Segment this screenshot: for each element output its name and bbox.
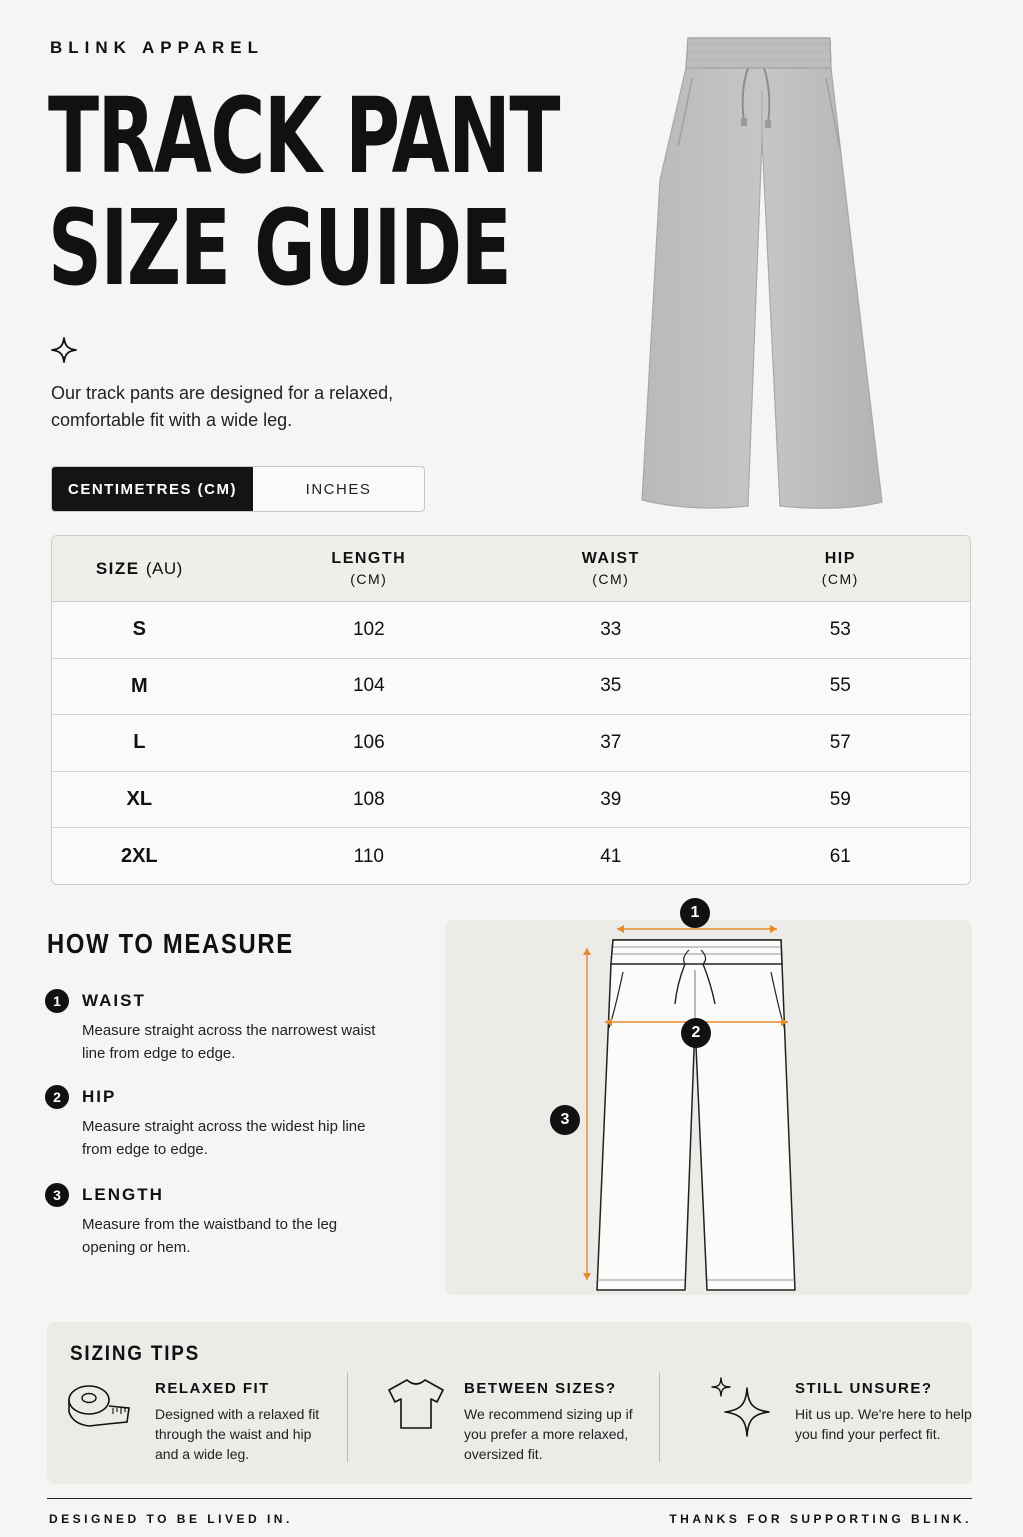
unit-option-cm[interactable]: CENTIMETRES (CM) — [52, 467, 253, 511]
tape-measure-icon — [67, 1378, 133, 1430]
step-description: Measure straight across the narrowest waist line from edge to edge. — [82, 1022, 376, 1062]
step-description: Measure from the waistband to the leg opening or hem. — [82, 1216, 338, 1256]
size-cell: XL — [126, 788, 153, 811]
step-number: 3 — [45, 1183, 69, 1207]
table-row — [52, 715, 970, 772]
table-row — [52, 602, 970, 659]
sizing-tips-panel: SIZING TIPS RELAXED FIT Designed with a relaxed fit through the waist and hip and a wide leg. BETWEEN SIZES? We recommend sizing up if you prefer a more relaxed, oversized fit. STILL UNSURE? Hit us up. We're here to help you find your perfect fit. — [47, 1322, 972, 1484]
tshirt-icon — [385, 1376, 447, 1432]
waist-cell: 33 — [600, 618, 622, 640]
size-cell: L — [133, 731, 146, 754]
waist-cell: 41 — [600, 845, 622, 867]
marker-length: 3 — [550, 1105, 580, 1135]
title-line-2: SIZE GUIDE — [48, 187, 511, 309]
size-cell: S — [132, 618, 146, 641]
hip-cell: 55 — [829, 675, 851, 697]
measurement-diagram — [445, 904, 972, 1295]
table-row — [52, 828, 970, 885]
hip-cell: 59 — [829, 788, 851, 810]
length-cell: 104 — [352, 675, 385, 697]
track-pant-photo — [630, 30, 892, 514]
waist-cell: 39 — [600, 788, 622, 810]
pant-line-drawing — [445, 920, 972, 1295]
footer-tagline: DESIGNED TO BE LIVED IN. — [49, 1512, 293, 1526]
length-cell: 108 — [352, 788, 385, 810]
step-number: 2 — [45, 1085, 69, 1109]
page-title — [48, 75, 560, 309]
step-name: WAIST — [82, 991, 146, 1010]
intro-text: Our track pants are designed for a relaxed, comfortable fit with a wide leg. — [51, 383, 394, 430]
length-cell: 110 — [353, 845, 384, 867]
step-name: LENGTH — [82, 1185, 164, 1204]
footer-thanks: THANKS FOR SUPPORTING BLINK. — [669, 1512, 972, 1526]
sizing-tips-title: SIZING TIPS — [70, 1342, 201, 1365]
hip-cell: 53 — [829, 618, 851, 640]
waist-cell: 35 — [600, 675, 622, 697]
marker-waist: 1 — [680, 898, 710, 928]
marker-hip: 2 — [681, 1018, 711, 1048]
size-table-header — [52, 536, 970, 602]
header-length: LENGTH (CM) — [331, 550, 407, 587]
how-to-measure-title: HOW TO MEASURE — [47, 928, 294, 959]
waist-cell: 37 — [600, 731, 622, 753]
brand-name: BLINK APPAREL — [50, 38, 264, 57]
table-row — [52, 772, 970, 829]
step-number: 1 — [45, 989, 69, 1013]
title-line-1: TRACK PANT — [48, 75, 560, 197]
divider — [659, 1372, 660, 1462]
hip-cell: 57 — [829, 731, 851, 753]
unit-option-inches[interactable]: INCHES — [305, 480, 372, 498]
size-cell: 2XL — [120, 845, 158, 868]
footer-divider — [47, 1498, 972, 1499]
step-description: Measure straight across the widest hip line from edge to edge. — [82, 1118, 366, 1158]
size-table — [51, 535, 971, 885]
unit-toggle — [51, 466, 425, 512]
sparkle-icon — [707, 1374, 775, 1440]
table-row — [52, 659, 970, 716]
hip-cell: 61 — [829, 845, 851, 867]
size-cell: M — [130, 674, 148, 697]
header-hip: HIP (CM) — [821, 550, 859, 587]
header-waist: WAIST (CM) — [581, 550, 640, 587]
sparkle-icon — [50, 336, 78, 364]
step-name: HIP — [82, 1087, 117, 1106]
header-size: SIZE (AU) — [95, 558, 183, 578]
divider — [347, 1372, 348, 1462]
length-cell: 106 — [352, 731, 385, 753]
length-cell: 102 — [352, 618, 385, 640]
